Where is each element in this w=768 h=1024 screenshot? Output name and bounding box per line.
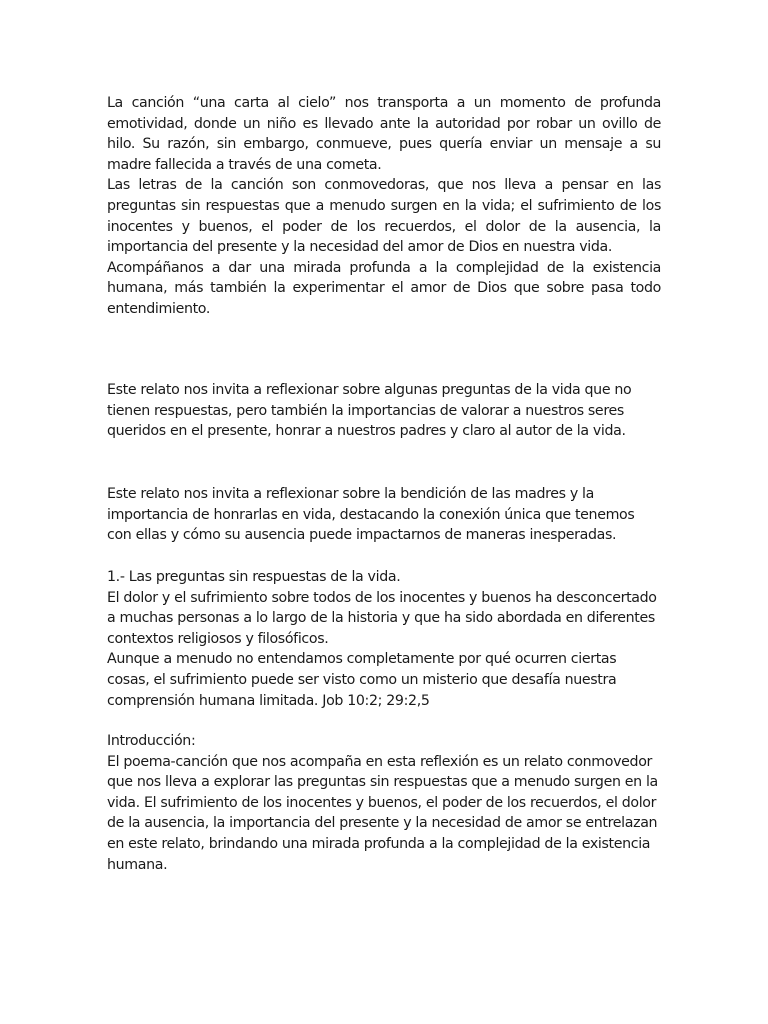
paragraph: La canción “una carta al cielo” nos transporta a un momento de profunda emotividad, donde un niño es llevado ante la autoridad por robar un ovillo de hilo. Su razón, sin embargo, conmueve, pues quería enviar un mensaje a su madre fallecida a través de una cometa. <box>107 95 661 173</box>
paragraph: El poema-canción que nos acompaña en esta reflexión es un relato conmovedor que nos lleva a explorar las preguntas sin respuestas que a menudo surgen en la vida. El sufrimiento de los inocentes y buenos, el poder de los recuerdos, el dolor de la ausencia, la importancia del presente y la necesidad de amor se entrelazan en este relato, brindando una mirada profunda a la complejidad de la existencia humana. <box>107 753 658 873</box>
section-heading: Introducción: <box>107 733 196 749</box>
reflection-block-2 <box>107 484 661 546</box>
paragraph: Aunque a menudo no entendamos completamente por qué ocurren ciertas cosas, el sufrimiento puede ser visto como un misterio que desafía nuestra comprensión humana limitada. Job 10:2; 29:2,5 <box>107 651 617 709</box>
reflection-block-1 <box>107 380 661 442</box>
paragraph: Las letras de la canción son conmovedoras, que nos lleva a pensar en las preguntas sin respuestas que a menudo surgen en la vida; el sufrimiento de los inocentes y buenos, el poder de los recuerdos, el dolor de la ausencia, la importancia del presente y la necesidad del amor de Dios en nuestra vida. <box>107 177 661 256</box>
paragraph: Este relato nos invita a reflexionar sobre algunas preguntas de la vida que no tienen respuestas, pero también la importancias de valorar a nuestros seres queridos en el presente, honrar a nuestros padres y claro al autor de la vida. <box>107 382 632 440</box>
paragraph: El dolor y el sufrimiento sobre todos de los inocentes y buenos ha desconcertado a muchas personas a lo largo de la historia y que ha sido abordada en diferentes contextos religiosos y filosóficos. <box>107 589 657 647</box>
paragraph: Acompáñanos a dar una mirada profunda a la complejidad de la existencia humana, más también la experimentar el amor de Dios que sobre pasa todo entendimiento. <box>107 259 661 317</box>
intro-block <box>107 93 661 320</box>
paragraph: Este relato nos invita a reflexionar sobre la bendición de las madres y la importancia de honrarlas en vida, destacando la conexión única que tenemos con ellas y cómo su ausencia puede impactarnos de maneras inesperadas. <box>107 486 635 544</box>
section-1-block <box>107 567 661 711</box>
section-heading: 1.- Las preguntas sin respuestas de la vida. <box>107 569 401 585</box>
introduction-block <box>107 731 661 875</box>
